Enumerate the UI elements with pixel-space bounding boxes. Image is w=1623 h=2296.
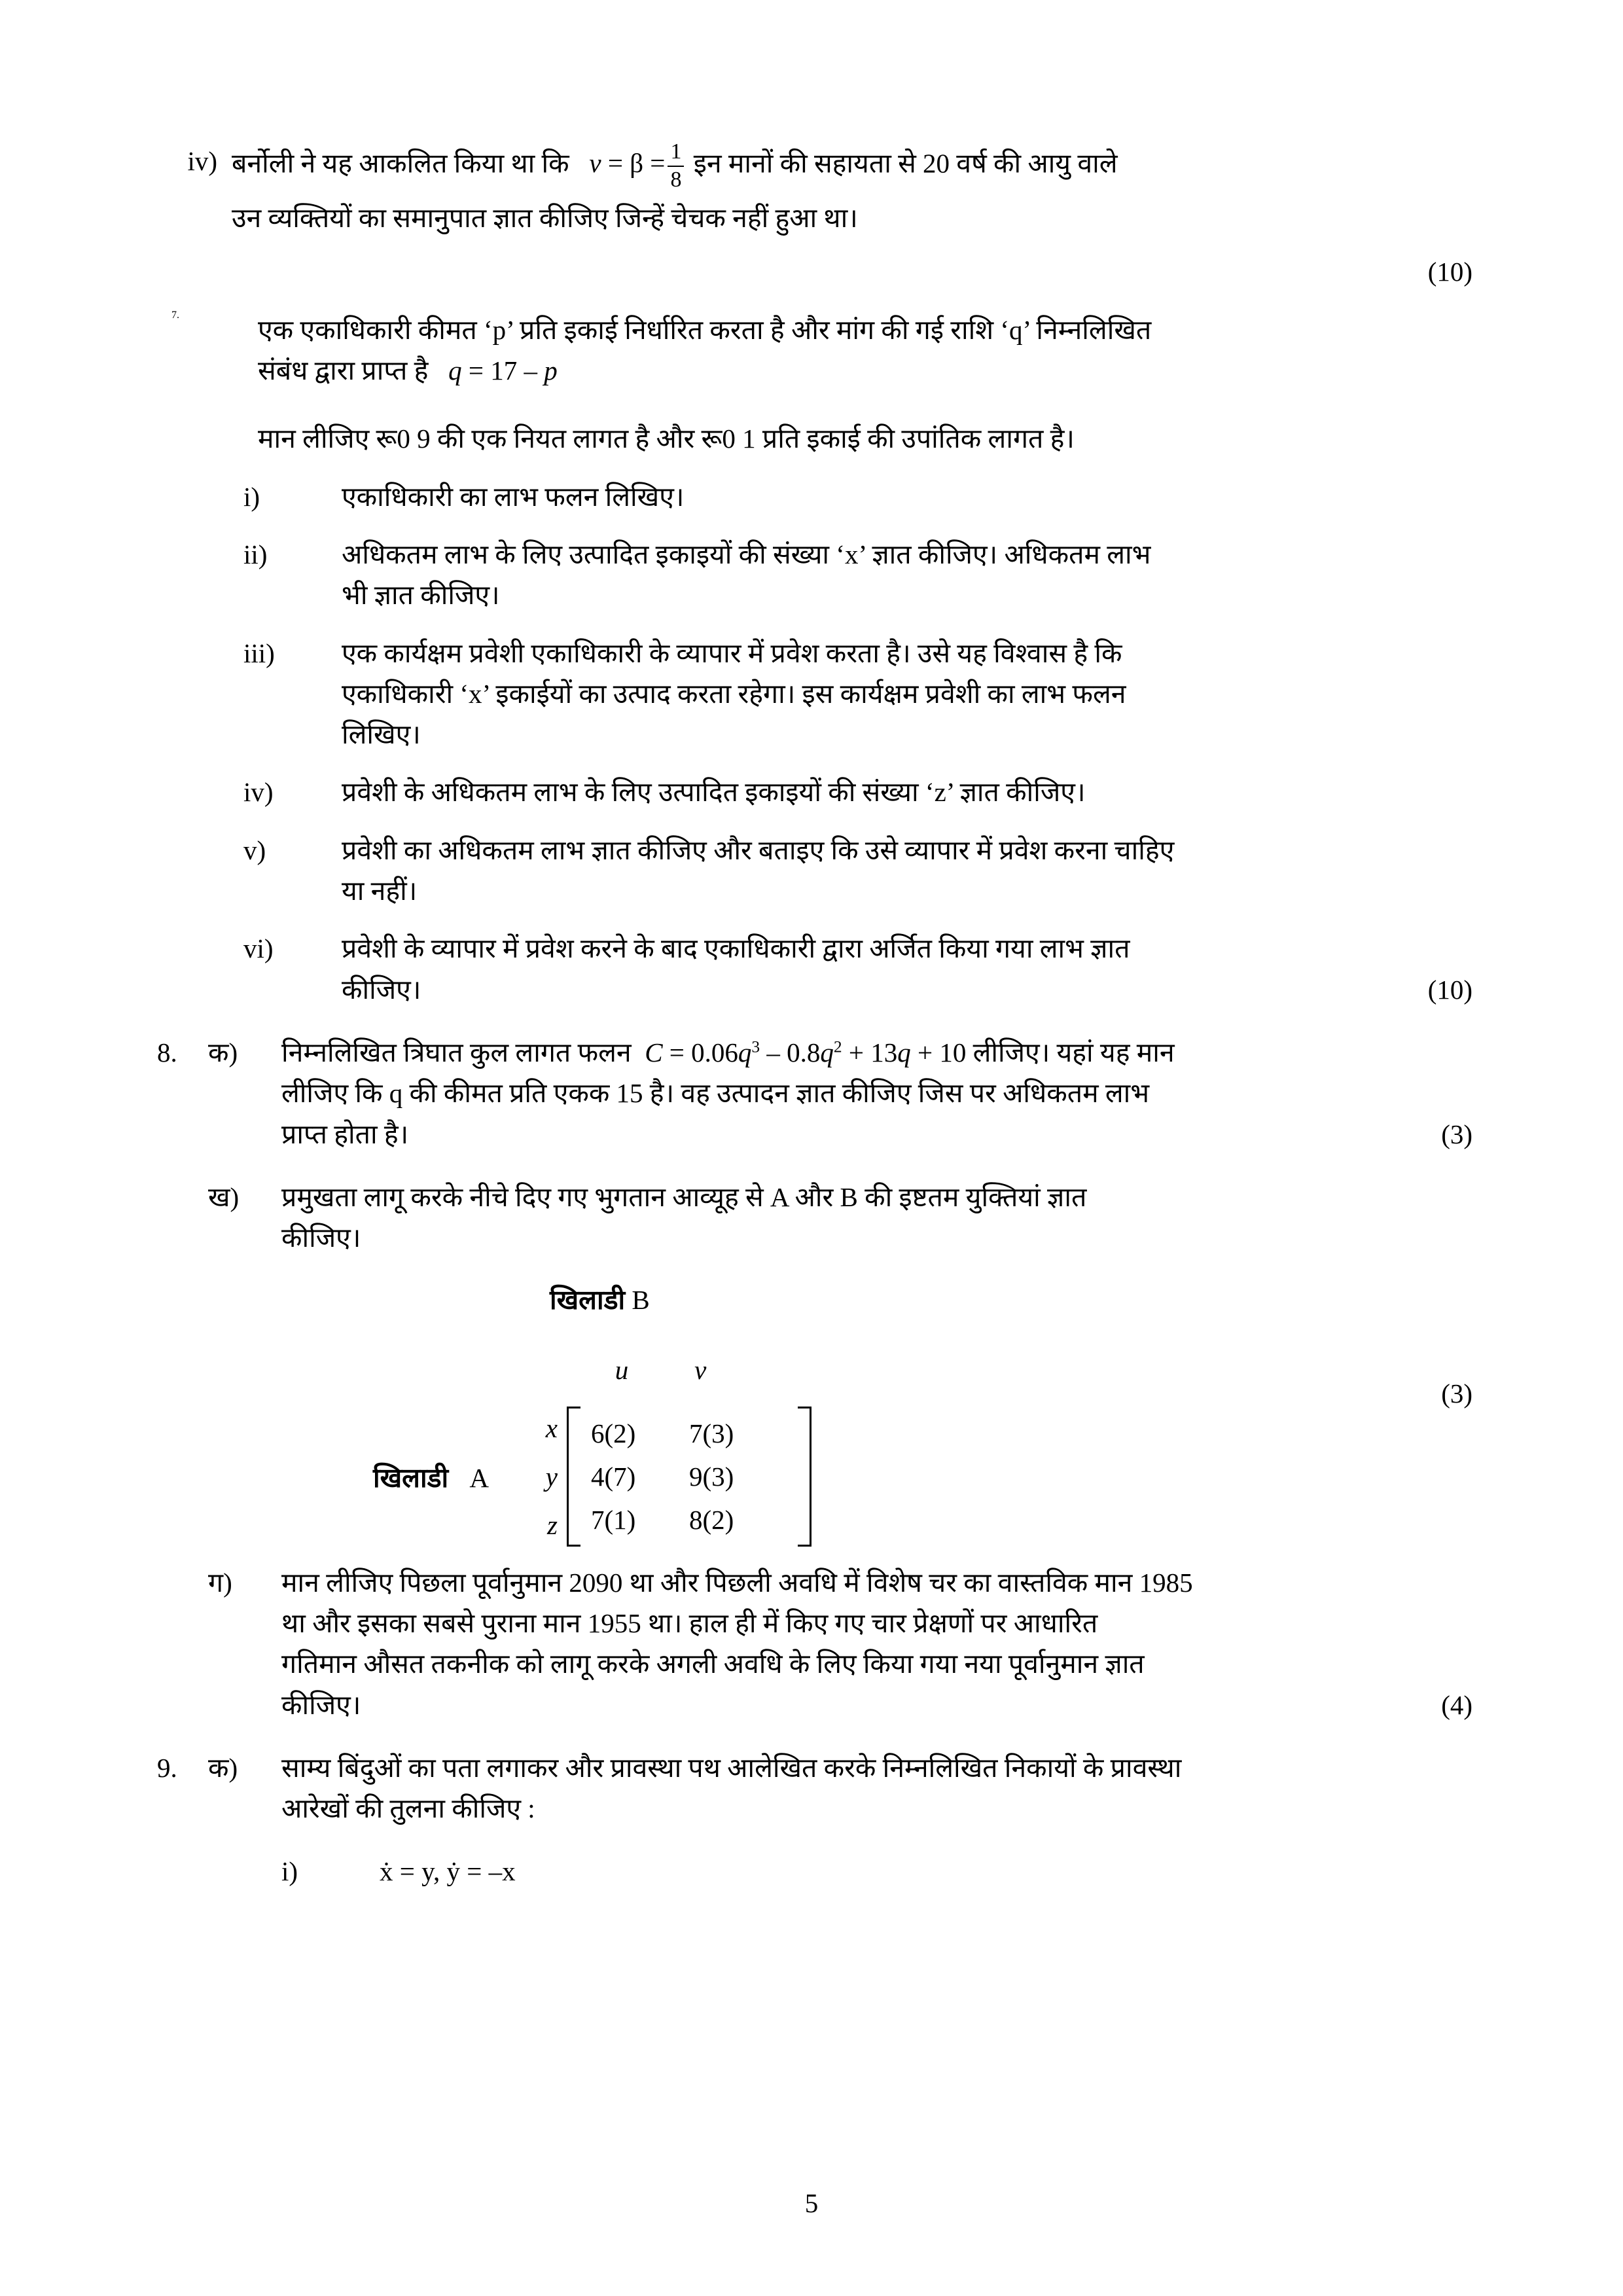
- payoff-matrix-block: [157, 1281, 1472, 1562]
- q8-ka-marks: (3): [1441, 1119, 1472, 1149]
- q9-ka-item-i: [281, 1851, 1472, 1892]
- q7-item-v-body: [342, 830, 1472, 912]
- question-9-number: 9.: [157, 1752, 177, 1783]
- q8-kha-marks: (3): [1441, 1378, 1472, 1408]
- q9-ka-item-i-formula: ẋ = y, ẏ = –x: [380, 1856, 516, 1887]
- q8-part-ga-body: [281, 1562, 1472, 1725]
- question-8-part-ga: [157, 1562, 1472, 1725]
- item-body: [232, 141, 1472, 239]
- player-a-label: [373, 1459, 489, 1496]
- q6-iv-line-2: उन व्यक्तियों का समानुपात ज्ञात कीजिए जिन्हें चेचक नहीं हुआ था।: [232, 203, 858, 234]
- matrix-cell-z-u: 7(1): [591, 1504, 636, 1535]
- q8-part-kha-marker: ख): [208, 1181, 240, 1212]
- matrix-row-y: [591, 1455, 787, 1498]
- q7-item-ii-marker: ii): [243, 539, 268, 569]
- matrix-row-z: [591, 1498, 787, 1541]
- q8-ga-line-4: [281, 1685, 1472, 1725]
- q9-part-ka-marker: क): [208, 1752, 238, 1783]
- matrix-cell-y-v: 9(3): [689, 1461, 734, 1492]
- payoff-matrix: [537, 1407, 812, 1547]
- q7-item-iv-line-1: प्रवेशी के अधिकतम लाभ के लिए उत्पादित इकाइयों की संख्या ‘z’ ज्ञात कीजिए।: [342, 777, 1086, 808]
- q6-iv-formula: v = β = $\frac{1}{8}$: [576, 148, 694, 178]
- q8-kha-line-2: कीजिए।: [281, 1223, 361, 1253]
- matrix-cell-z-v: 8(2): [689, 1504, 734, 1535]
- matrix-cells: [580, 1407, 798, 1547]
- matrix-row-header-x: x: [545, 1412, 558, 1443]
- q7-item-v-line-1: प्रवेशी का अधिकतम लाभ ज्ञात कीजिए और बताइए कि उसे व्यापार में प्रवेश करना चाहिए: [342, 834, 1175, 865]
- question-7: [157, 310, 1472, 459]
- q7-item-ii-line-2: भी ज्ञात कीजिए।: [342, 580, 500, 611]
- q7-item-vi-body: [342, 928, 1472, 1010]
- q7-line-1: एक एकाधिकारी कीमत ‘p’ प्रति इकाई निर्धारित करता है और मांग की गई राशि ‘q’ निम्नलिखित: [258, 314, 1152, 345]
- q7-item-iii-line-2: एकाधिकारी ‘x’ इकाईयों का उत्पाद करता रहेगा। इस कार्यक्षम प्रवेशी का लाभ फलन: [342, 678, 1126, 709]
- q8-kha-line-1: प्रमुखता लागू करके नीचे दिए गए भुगतान आव्यूह से A और B की इष्टतम युक्तियां ज्ञात: [281, 1181, 1087, 1212]
- player-b-label-latin: B: [632, 1284, 650, 1315]
- question-9-part-ka: [157, 1748, 1472, 1892]
- q9-ka-item-i-marker: i): [281, 1856, 298, 1887]
- player-b-label-hindi: खिलाडी: [550, 1284, 626, 1315]
- q8-ka-text-before: निम्नलिखित त्रिघात कुल लागत फलन: [281, 1037, 632, 1068]
- matrix-column-headers: [586, 1354, 736, 1386]
- q7-item-iii-line-3: लिखिए।: [342, 719, 421, 750]
- q7-demand-formula: q = 17 – p: [448, 355, 558, 386]
- exponent-2: 2: [833, 1037, 842, 1056]
- matrix-row-headers: [537, 1407, 567, 1547]
- q7-line-2: [258, 350, 1472, 391]
- q8-ka-line-3-text: प्राप्त होता है।: [281, 1119, 409, 1149]
- q7-item-i-marker: i): [243, 481, 260, 512]
- q7-item-vi-line-1: प्रवेशी के व्यापार में प्रवेश करने के बाद एकाधिकारी द्वारा अर्जित किया गया लाभ ज्ञात: [342, 933, 1130, 964]
- fraction-one-eighth: [668, 141, 684, 191]
- q8-part-ka-marker: क): [208, 1037, 238, 1068]
- q8-ka-line-1: [281, 1032, 1472, 1073]
- q7-item-ii: [243, 534, 1472, 616]
- q6-iv-text-before: बर्नोली ने यह आकलित किया था कि: [232, 148, 569, 179]
- q7-item-i-line-1: एकाधिकारी का लाभ फलन लिखिए।: [342, 481, 685, 512]
- matrix-row-x: [591, 1412, 787, 1455]
- q8-ga-marks: (4): [1441, 1689, 1472, 1720]
- matrix-cell-y-u: 4(7): [591, 1461, 636, 1492]
- q8-ga-line-2: था और इसका सबसे पुराना मान 1955 था। हाल ही में किए गए चार प्रेक्षणों पर आधारित: [281, 1607, 1098, 1638]
- fraction-numerator: 1: [670, 139, 682, 164]
- q6-iv-text-after: इन मानों की सहायता से 20 वर्ष की आयु वाले: [693, 148, 1118, 179]
- q8-part-ga-marker: ग): [208, 1567, 232, 1598]
- q8-cost-function-formula: $C = 0.06q^3 - 0.8q^2 + 13q + 10$: [645, 1037, 967, 1068]
- matrix-left-bracket: [567, 1407, 580, 1547]
- q7-item-vi-line-2: [342, 969, 1472, 1010]
- q9-ka-line-2: आरेखों की तुलना कीजिए :: [281, 1793, 535, 1824]
- q7-item-vi: [243, 928, 1472, 1010]
- question-7-number: 7.: [171, 309, 179, 321]
- question-7-body: [258, 310, 1472, 459]
- player-a-label-latin: A: [469, 1462, 489, 1493]
- question-8-number: 8.: [157, 1037, 177, 1068]
- q6-iv-line-1: [232, 141, 1472, 191]
- page-number: 5: [804, 2188, 819, 2218]
- q7-item-iii-line-1: एक कार्यक्षम प्रवेशी एकाधिकारी के व्यापार में प्रवेश करता है। उसे यह विश्वास है कि: [342, 637, 1122, 668]
- q7-marks: (10): [1427, 974, 1472, 1005]
- q8-ka-text-after: लीजिए। यहां यह मान: [972, 1037, 1175, 1068]
- question-6-item-iv: [157, 141, 1472, 239]
- q8-ka-line-2: लीजिए कि q की कीमत प्रति एकक 15 है। वह उत्पादन ज्ञात कीजिए जिस पर अधिकतम लाभ: [281, 1078, 1150, 1109]
- q7-item-ii-body: [342, 534, 1472, 616]
- q7-item-v-marker: v): [243, 834, 266, 865]
- q8-part-kha-body: [281, 1177, 1472, 1259]
- player-b-label: [550, 1281, 650, 1318]
- matrix-right-bracket: [798, 1407, 812, 1547]
- q7-item-iii-marker: iii): [243, 637, 275, 668]
- player-a-label-hindi: खिलाडी: [373, 1462, 449, 1493]
- q7-item-iii-body: [342, 633, 1472, 755]
- q7-line-3: मान लीजिए रू0 9 की एक नियत लागत है और रू0 1 प्रति इकाई की उपांतिक लागत है।: [258, 423, 1075, 454]
- q7-item-i-body: [342, 476, 1472, 517]
- q7-item-v-line-2: या नहीं।: [342, 876, 418, 906]
- matrix-row-header-y: y: [545, 1461, 558, 1492]
- question-7-items: [157, 476, 1472, 1010]
- q7-line-2-text: संबंध द्वारा प्राप्त है: [258, 355, 429, 386]
- q9-part-ka-body: [281, 1748, 1472, 1892]
- q7-item-iv-body: [342, 772, 1472, 812]
- fraction-denominator: 8: [670, 167, 682, 192]
- page-content: [157, 141, 1472, 1892]
- q8-ga-line-3: गतिमान औसत तकनीक को लागू करके अगली अवधि के लिए किया गया नया पूर्वानुमान ज्ञात: [281, 1649, 1145, 1679]
- q8-ga-line-1: मान लीजिए पिछला पूर्वानुमान 2090 था और पिछली अवधि में विशेष चर का वास्तविक मान 1985: [281, 1567, 1193, 1598]
- matrix-cell-x-u: 6(2): [591, 1418, 636, 1448]
- q9-ka-item-i-body: [380, 1851, 1472, 1892]
- matrix-cell-x-v: 7(3): [689, 1418, 734, 1448]
- q7-item-vi-marker: vi): [243, 933, 274, 964]
- q7-item-iv: [243, 772, 1472, 812]
- q8-ka-line-3: [281, 1114, 1472, 1155]
- q7-item-iv-marker: iv): [243, 777, 274, 808]
- q7-item-vi-line-2-text: कीजिए।: [342, 974, 421, 1005]
- question-8-part-ka: [157, 1032, 1472, 1155]
- matrix-column-header-v: v: [694, 1354, 707, 1385]
- q7-item-ii-line-1: अधिकतम लाभ के लिए उत्पादित इकाइयों की संख्या ‘x’ ज्ञात कीजिए। अधिकतम लाभ: [342, 539, 1151, 569]
- matrix-row-header-z: z: [547, 1509, 558, 1540]
- fraction-bar: [668, 166, 684, 167]
- item-marker-iv: iv): [187, 146, 217, 176]
- q8-ga-line-4-text: कीजिए।: [281, 1689, 361, 1720]
- q7-item-iii: [243, 633, 1472, 755]
- matrix-column-header-u: u: [615, 1354, 629, 1385]
- q9-ka-line-1: साम्य बिंदुओं का पता लगाकर और प्रावस्था पथ आलेखित करके निम्नलिखित निकायों के प्रावस्था: [281, 1752, 1182, 1783]
- q6-iv-marks: (10): [1427, 256, 1472, 287]
- q8-part-ka-body: [281, 1032, 1472, 1155]
- q7-item-i: [243, 476, 1472, 517]
- q7-item-v: [243, 830, 1472, 912]
- question-8-part-kha: [157, 1177, 1472, 1259]
- matrix-brackets: [567, 1407, 812, 1547]
- exponent-3: 3: [751, 1037, 760, 1056]
